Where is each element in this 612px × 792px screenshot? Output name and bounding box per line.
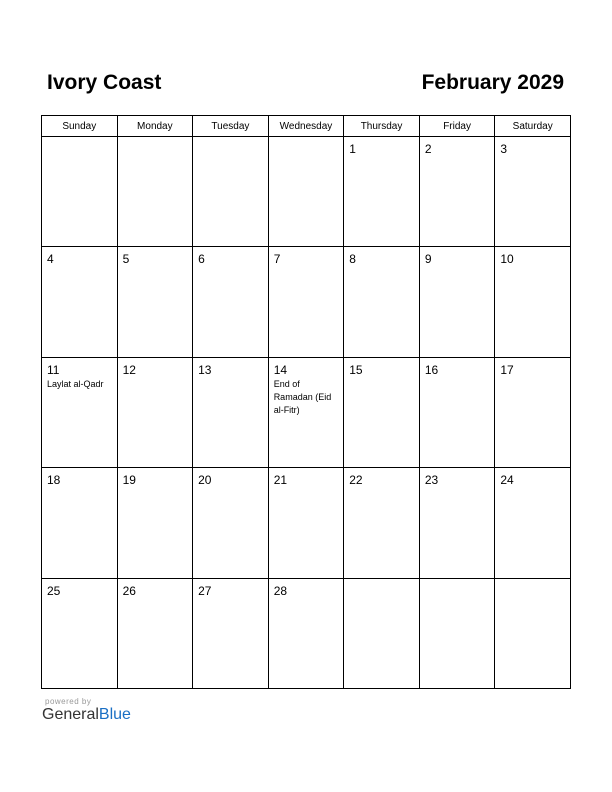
footer-branding: [42, 697, 131, 724]
day-number: 21: [273, 473, 288, 488]
day-number: 10: [500, 252, 514, 267]
weekday-thursday: Thursday: [344, 116, 420, 137]
day-number: 27: [198, 583, 212, 598]
day-number: 9: [424, 252, 432, 267]
day-cell: [268, 468, 344, 578]
day-number: 11: [47, 362, 60, 377]
week-row: [42, 468, 571, 578]
day-number: 3: [500, 142, 508, 156]
day-cell: [193, 247, 269, 357]
day-number: 24: [500, 473, 514, 488]
day-cell: [344, 137, 420, 247]
weekday-saturday: Saturday: [495, 116, 571, 137]
day-cell: [117, 247, 193, 357]
day-cell: [495, 137, 571, 247]
calendar-grid: [41, 115, 571, 689]
weekday-header-row: [42, 116, 571, 137]
day-number: 18: [47, 473, 61, 488]
day-number: 17: [500, 362, 514, 377]
day-number: 28: [273, 583, 288, 598]
day-number: 8: [349, 252, 356, 267]
brand-general: General: [42, 706, 99, 723]
day-number: 1: [349, 142, 356, 156]
day-number: 5: [122, 252, 130, 267]
weekday-friday: Friday: [419, 116, 495, 137]
day-number: 15: [349, 362, 363, 377]
day-number: 26: [122, 583, 136, 598]
day-number: 23: [424, 473, 439, 488]
day-cell: [344, 578, 420, 688]
weekday-wednesday: Wednesday: [268, 116, 344, 137]
powered-by-text: powered by: [45, 697, 92, 706]
day-cell: [268, 357, 344, 467]
weekday-tuesday: Tuesday: [193, 116, 269, 137]
day-number: 16: [424, 362, 439, 377]
day-cell: [42, 468, 118, 578]
week-row: [42, 578, 571, 688]
day-number: 22: [349, 473, 363, 488]
weekday-monday: Monday: [117, 116, 193, 137]
day-number: 2: [424, 142, 432, 156]
day-number: 12: [122, 362, 136, 377]
day-cell: [495, 357, 571, 467]
day-number: 20: [198, 473, 212, 488]
week-row: [42, 247, 571, 357]
day-cell: [193, 468, 269, 578]
day-cell: [117, 468, 193, 578]
country-title: Ivory Coast: [47, 71, 162, 94]
holiday-label: End of Ramadan (Eid al-Fitr): [273, 378, 332, 415]
day-cell: [193, 578, 269, 688]
day-number: 7: [273, 252, 281, 267]
day-cell: [42, 578, 118, 688]
day-number: 25: [47, 583, 61, 598]
day-cell: [495, 468, 571, 578]
week-row: [42, 357, 571, 467]
day-cell: [193, 137, 269, 247]
day-cell: [344, 247, 420, 357]
day-cell: [268, 137, 344, 247]
day-cell: [344, 468, 420, 578]
day-number: 6: [198, 252, 205, 267]
day-cell: [193, 357, 269, 467]
brand-blue: Blue: [98, 706, 131, 723]
day-cell: [419, 578, 495, 688]
day-cell: [495, 578, 571, 688]
day-number: 13: [198, 362, 212, 377]
weekday-sunday: Sunday: [42, 116, 118, 137]
day-cell: [268, 247, 344, 357]
day-cell: [42, 247, 118, 357]
week-row: [42, 137, 571, 247]
day-number: 4: [47, 252, 54, 267]
day-cell: [42, 137, 118, 247]
day-number: 19: [122, 473, 136, 488]
day-cell: [117, 137, 193, 247]
day-cell: [495, 247, 571, 357]
day-cell: [42, 357, 118, 467]
month-title: February 2029: [421, 71, 564, 94]
day-cell: [419, 137, 495, 247]
day-cell: [268, 578, 344, 688]
day-cell: [344, 357, 420, 467]
day-cell: [117, 357, 193, 467]
day-number: 14: [273, 362, 288, 377]
generalblue-logo: [42, 706, 131, 724]
day-cell: [117, 578, 193, 688]
holiday-label: Laylat al-Qadr: [47, 378, 104, 389]
day-cell: [419, 468, 495, 578]
day-cell: [419, 357, 495, 467]
day-cell: [419, 247, 495, 357]
